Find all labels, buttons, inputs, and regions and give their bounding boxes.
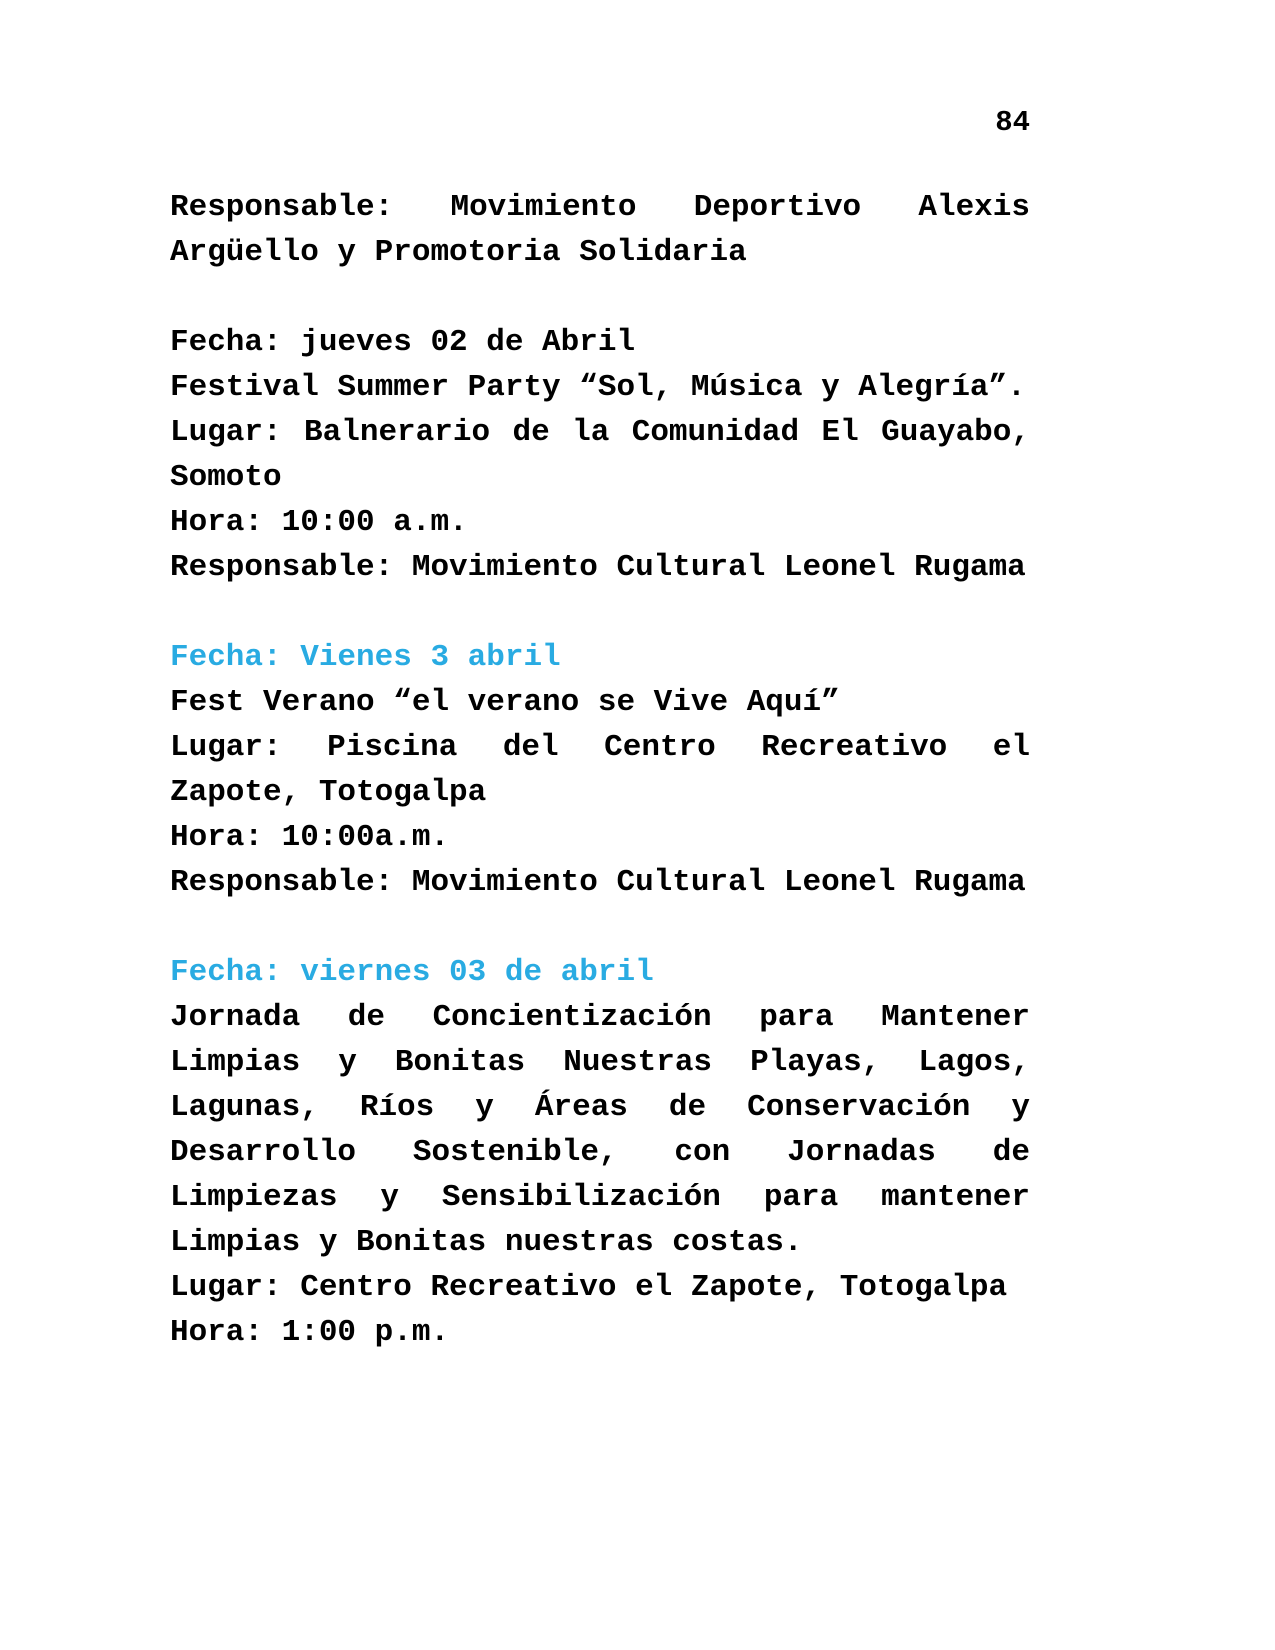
event-title-line: Fest Verano “el verano se Vive Aquí” (170, 685, 840, 720)
hora-line: Hora: 10:00 a.m. (170, 505, 468, 540)
responsable-line: Responsable: Movimiento Deportivo Alexis Argüello y Promotoria Solidaria (170, 190, 1030, 270)
fecha-heading: Fecha: viernes 03 de abril (170, 955, 654, 990)
section-responsable-intro (170, 185, 1030, 275)
event-block-viernes-3-abril (170, 635, 1030, 905)
event-description-paragraph: Jornada de Concientización para Mantener Limpias y Bonitas Nuestras Playas, Lagos, Lagunas, Ríos y Áreas de Conservación y Desarrollo Sostenible, con Jornadas de Limpiezas y Sensibilización para mantener Limpias y Bonitas nuestras costas. (170, 1000, 1030, 1260)
lugar-line: Lugar: Piscina del Centro Recreativo el Zapote, Totogalpa (170, 730, 1030, 810)
document-body (170, 185, 1030, 1355)
page-number: 84 (995, 106, 1030, 139)
responsable-line: Responsable: Movimiento Cultural Leonel Rugama (170, 865, 1026, 900)
lugar-line: Lugar: Balnerario de la Comunidad El Guayabo, Somoto (170, 415, 1030, 495)
hora-line: Hora: 10:00a.m. (170, 820, 450, 855)
event-block-viernes-03-abril (170, 950, 1030, 1355)
hora-line: Hora: 1:00 p.m. (170, 1315, 450, 1350)
fecha-heading: Fecha: Vienes 3 abril (170, 640, 561, 675)
event-title-line: Festival Summer Party “Sol, Música y Alegría”. (170, 370, 1026, 405)
responsable-line: Responsable: Movimiento Cultural Leonel Rugama (170, 550, 1026, 585)
lugar-line: Lugar: Centro Recreativo el Zapote, Totogalpa (170, 1270, 1008, 1305)
fecha-line: Fecha: jueves 02 de Abril (170, 325, 636, 360)
event-block-jueves-02-abril (170, 320, 1030, 590)
